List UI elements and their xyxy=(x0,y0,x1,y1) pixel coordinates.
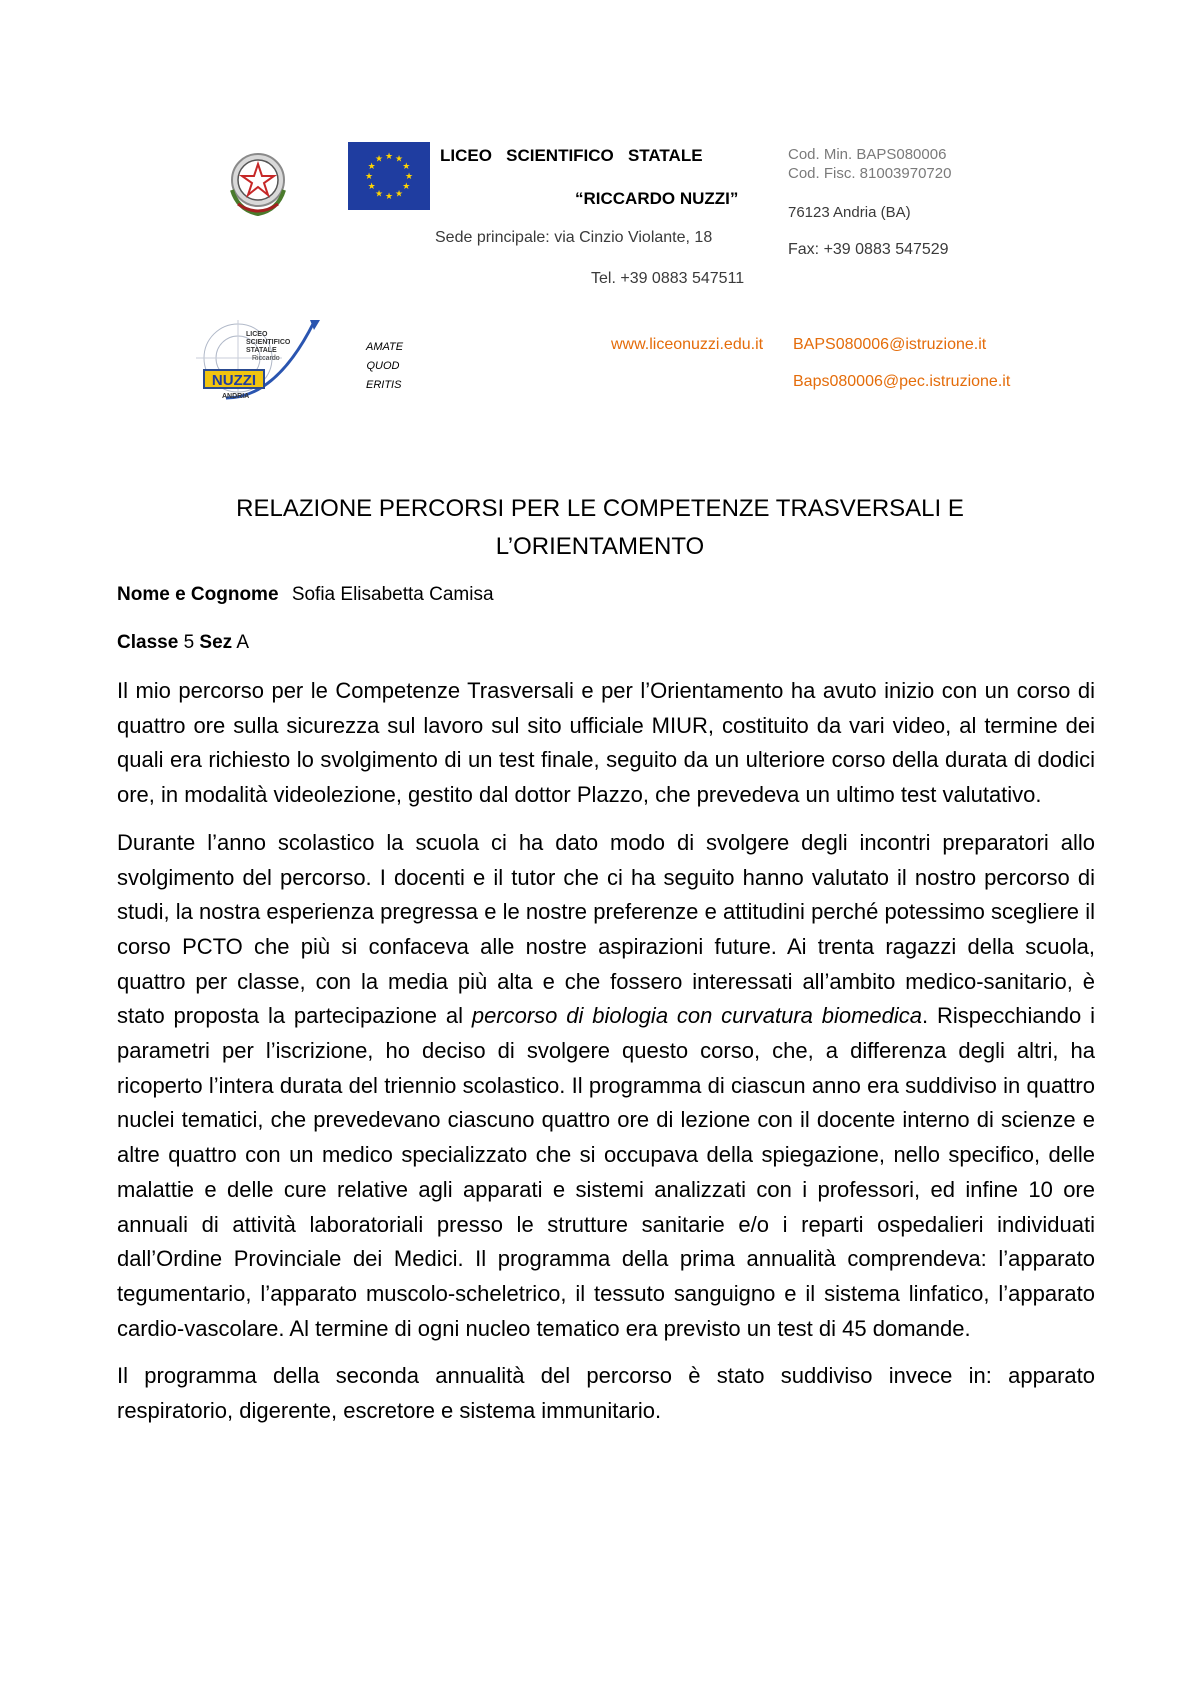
school-name: LICEO SCIENTIFICO STATALE xyxy=(440,146,703,165)
name-value: Sofia Elisabetta Camisa xyxy=(291,584,494,605)
logo-nuzzi-text: NUZZI xyxy=(211,372,257,389)
school-subtitle: “RICCARDO NUZZI” xyxy=(575,189,739,208)
eu-star-icon: ★ xyxy=(374,153,384,164)
eu-star-icon: ★ xyxy=(404,171,414,181)
pec-link[interactable]: Baps080006@pec.istruzione.it xyxy=(793,373,1011,390)
section-label: Sez xyxy=(199,632,233,653)
eu-star-icon: ★ xyxy=(384,191,394,201)
paragraph-2-part: Durante l’anno scolastico la scuola ci ha dato modo di svolgere degli incontri preparatori allo svolgimento del percorso. I docenti e il tutor che ci ha seguito hanno valutato il nostro percorso di studi, la nostra esperienza pregressa e le nostre preferenze e attitudini perché potessimo scegliere il corso PCTO che più si confaceva alle nostre aspirazioni future. Ai trenta ragazzi della scuola, quattro per classe, con la media più alta e che fossero interessati all’ambito medico-sanitario, è stato proposta la partecipazione al xyxy=(117,829,1095,1029)
title-line: RELAZIONE PERCORSI PER LE COMPETENZE TRASVERSALI E xyxy=(236,495,964,522)
logo-riccardo-text: Riccardo xyxy=(252,355,280,362)
motto-line: QUOD xyxy=(366,360,400,372)
logo-liceo-text: LICEO xyxy=(246,331,268,338)
class-label: Classe xyxy=(117,632,179,653)
cod-fisc: Cod. Fisc. 81003970720 xyxy=(788,165,952,182)
school-address: Sede principale: via Cinzio Violante, 18 xyxy=(435,229,713,246)
document-title xyxy=(0,490,1200,566)
cod-min: Cod. Min. BAPS080006 xyxy=(788,146,947,163)
logo-scientifico-text: SCIENTIFICO xyxy=(246,339,291,346)
section-value: A xyxy=(236,632,250,653)
class-row xyxy=(117,632,249,654)
logo-andria-text: ANDRIA xyxy=(222,393,250,400)
eu-star-icon: ★ xyxy=(374,188,384,199)
email-link[interactable]: BAPS080006@istruzione.it xyxy=(793,336,987,353)
eu-star-icon: ★ xyxy=(367,181,376,191)
name-label: Nome e Cognome xyxy=(117,584,279,605)
paragraph-3: Il programma della seconda annualità del percorso è stato suddiviso invece in: apparato respiratorio, digerente, escretore e sistema immunitario. xyxy=(117,1363,1095,1424)
motto xyxy=(366,338,404,395)
city: 76123 Andria (BA) xyxy=(788,204,911,221)
student-name-row xyxy=(117,584,494,606)
paragraph-1: Il mio percorso per le Competenze Trasversali e per l’Orientamento ha avuto inizio con un corso di quattro ore sulla sicurezza sul lavoro sul sito ufficiale MIUR, costituito da vari video, al termine dei quali era richiesto lo svolgimento di un test finale, seguito da un ulteriore corso della durata di dodici ore, in modalità videolezione, gestito dal dottor Plazzo, che prevedeva un ultimo test valutativo. xyxy=(117,678,1095,808)
eu-star-icon: ★ xyxy=(394,153,404,164)
title-line: L’ORIENTAMENTO xyxy=(495,533,705,560)
website-link[interactable]: www.liceonuzzi.edu.it xyxy=(611,336,764,353)
document-body xyxy=(117,674,1095,1429)
school-logo-icon xyxy=(186,318,326,414)
paragraph-2 xyxy=(117,826,1095,1347)
eu-flag-icon xyxy=(348,142,430,210)
eu-star-icon: ★ xyxy=(367,161,376,171)
class-number: 5 xyxy=(183,632,195,653)
eu-star-icon: ★ xyxy=(364,171,374,181)
italian-republic-emblem-icon xyxy=(224,146,292,218)
course-name-italic: percorso di biologia con curvatura biomedica xyxy=(471,1003,923,1029)
motto-line: ERITIS xyxy=(366,379,402,391)
motto-line: AMATE xyxy=(366,341,404,353)
paragraph-2-part: . Rispecchiando i parametri per l’iscrizione, ho deciso di svolgere questo corso, che, a differenza degli altri, ha ricoperto l’intera durata del triennio scolastico. Il programma di ciascun anno era suddiviso in quattro nuclei tematici, che prevedevano ciascuno quattro ore di lezione con il docente interno di scienze e altre quattro con un medico specializzato che si occupava della spiegazione, nello specifico, delle malattie e delle cure relative agli apparati e sistemi analizzati con i professori, ed infine 10 ore annuali di attività laboratoriali presso le strutture sanitarie e/o i reparti ospedalieri individuati dall’Ordine Provinciale dei Medici. Il programma della prima annualità comprendeva: l’apparato tegumentario, l’apparato muscolo-scheletrico, il tessuto sanguigno e il sistema linfatico, l’apparato cardio-vascolare. Al termine di ogni nucleo tematico era previsto un test di 45 domande. xyxy=(117,1003,1095,1341)
school-phone: Tel. +39 0883 547511 xyxy=(591,270,745,287)
eu-star-icon: ★ xyxy=(402,161,411,171)
eu-star-icon: ★ xyxy=(402,181,411,191)
logo-statale-text: STATALE xyxy=(246,347,277,354)
eu-star-icon: ★ xyxy=(394,188,404,199)
eu-star-icon: ★ xyxy=(384,151,394,161)
fax: Fax: +39 0883 547529 xyxy=(788,241,949,258)
